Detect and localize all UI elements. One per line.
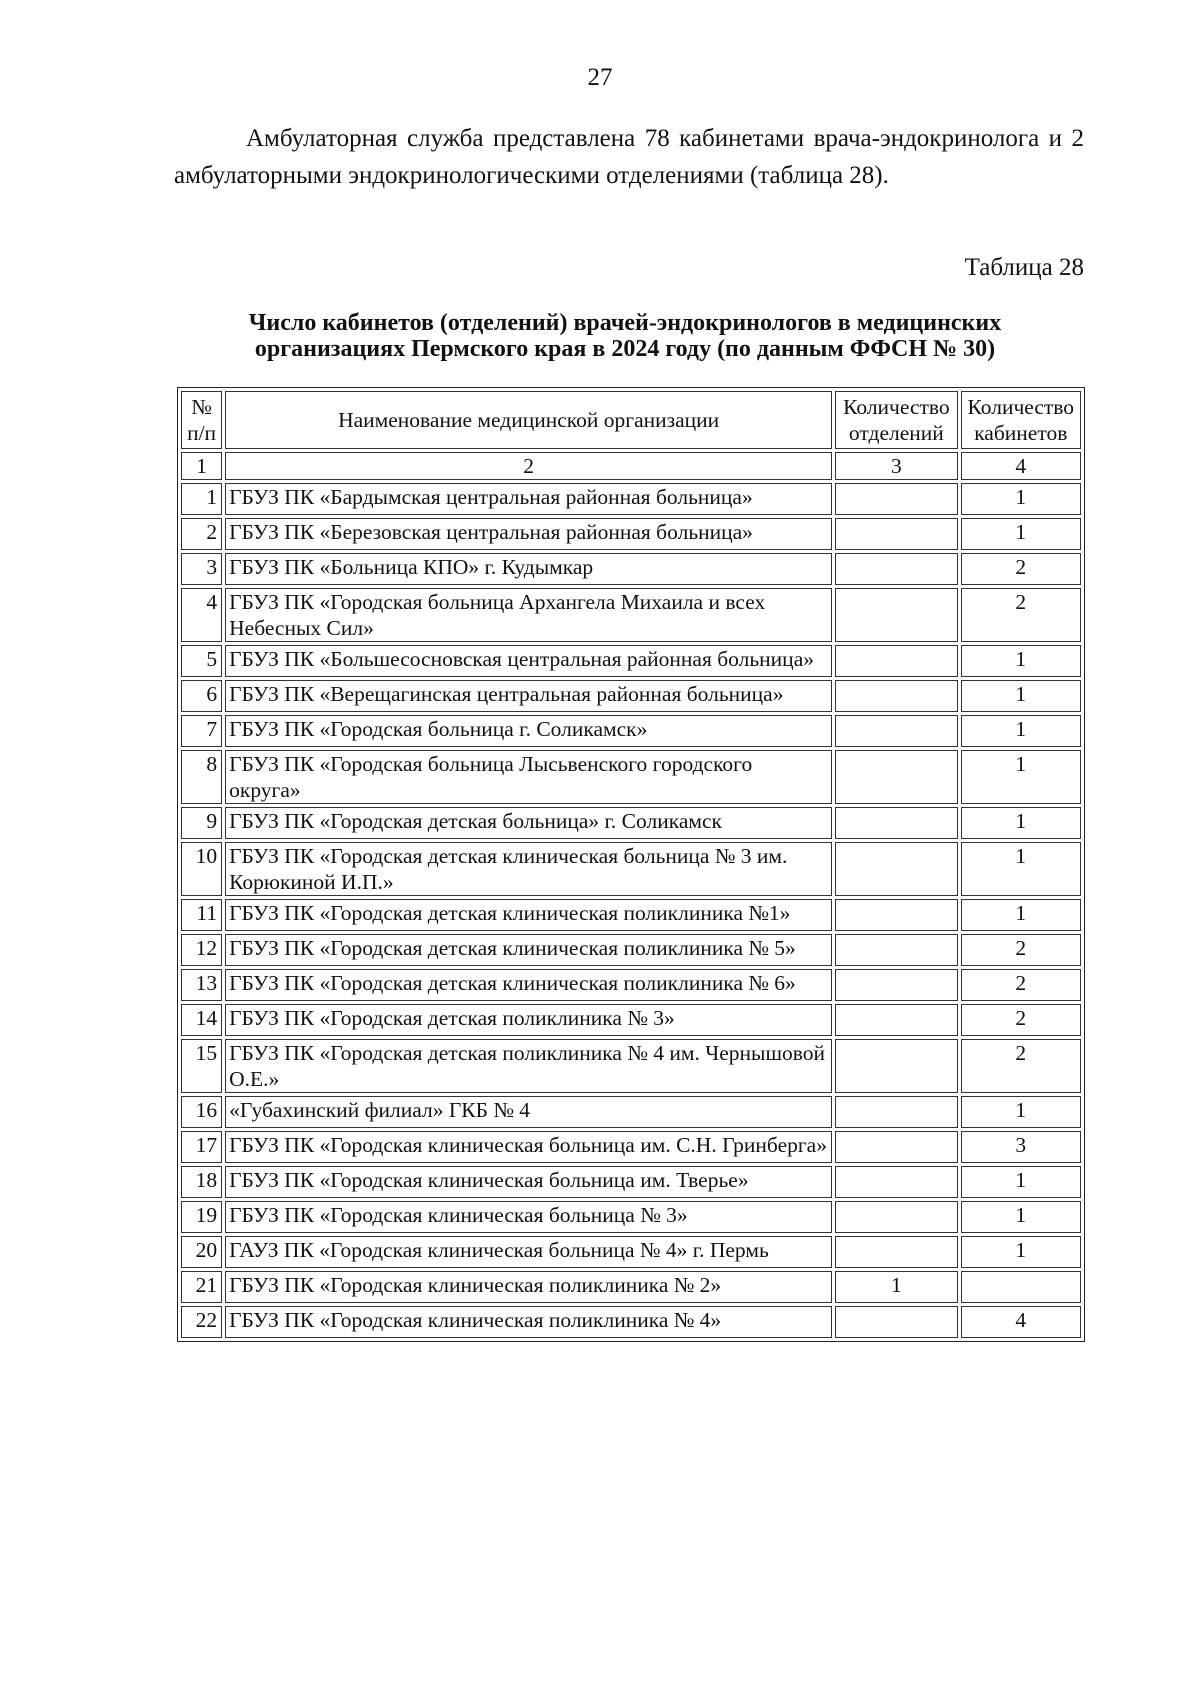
row-organization: ГБУЗ ПК «Верещагинская центральная районная больница» xyxy=(225,680,832,712)
table-row xyxy=(181,518,1081,550)
row-number: 16 xyxy=(181,1096,222,1128)
row-departments xyxy=(835,934,957,966)
row-number: 2 xyxy=(181,518,222,550)
row-organization: ГБУЗ ПК «Городская клиническая больница им. С.Н. Гринберга» xyxy=(225,1131,832,1163)
row-organization: ГБУЗ ПК «Березовская центральная районная больница» xyxy=(225,518,832,550)
row-cabinets: 2 xyxy=(961,1039,1081,1093)
row-cabinets: 2 xyxy=(961,934,1081,966)
table-row xyxy=(181,588,1081,642)
row-cabinets: 1 xyxy=(961,1201,1081,1233)
row-cabinets: 1 xyxy=(961,1166,1081,1198)
row-organization: ГБУЗ ПК «Городская клиническая больница № 3» xyxy=(225,1201,832,1233)
row-organization: ГБУЗ ПК «Городская клиническая поликлиника № 4» xyxy=(225,1306,832,1338)
row-departments xyxy=(835,842,957,896)
row-cabinets: 1 xyxy=(961,645,1081,677)
table-row xyxy=(181,680,1081,712)
row-cabinets: 1 xyxy=(961,1096,1081,1128)
row-departments xyxy=(835,1201,957,1233)
row-organization: ГБУЗ ПК «Городская детская поликлиника № 3» xyxy=(225,1004,832,1036)
row-number: 18 xyxy=(181,1166,222,1198)
row-cabinets: 2 xyxy=(961,553,1081,585)
row-cabinets: 1 xyxy=(961,715,1081,747)
row-departments: 1 xyxy=(835,1271,957,1303)
row-number: 3 xyxy=(181,553,222,585)
column-index: 4 xyxy=(961,452,1081,480)
table-header-row xyxy=(181,391,1081,449)
table-row xyxy=(181,1306,1081,1338)
row-organization: ГБУЗ ПК «Городская детская клиническая больница № 3 им. Корюкиной И.П.» xyxy=(225,842,832,896)
endocrinology-table xyxy=(177,387,1085,1342)
row-departments xyxy=(835,1306,957,1338)
row-cabinets: 1 xyxy=(961,1236,1081,1268)
row-number: 17 xyxy=(181,1131,222,1163)
row-departments xyxy=(835,483,957,515)
row-cabinets: 1 xyxy=(961,483,1081,515)
column-index-row xyxy=(181,452,1081,480)
row-cabinets: 1 xyxy=(961,842,1081,896)
table-caption: Таблица 28 xyxy=(964,254,1084,281)
row-number: 20 xyxy=(181,1236,222,1268)
row-organization: ГБУЗ ПК «Городская больница Архангела Михаила и всех Небесных Сил» xyxy=(225,588,832,642)
row-number: 19 xyxy=(181,1201,222,1233)
column-index: 3 xyxy=(835,452,957,480)
table-title-line: организациях Пермского края в 2024 году (по данным ФФСН № 30) xyxy=(254,336,996,362)
row-organization: ГБУЗ ПК «Большесосновская центральная районная больница» xyxy=(225,645,832,677)
table-row xyxy=(181,1096,1081,1128)
table-row xyxy=(181,483,1081,515)
row-organization: ГБУЗ ПК «Городская больница Лысьвенского городского округа» xyxy=(225,750,832,804)
row-departments xyxy=(835,588,957,642)
row-cabinets: 1 xyxy=(961,680,1081,712)
row-departments xyxy=(835,1096,957,1128)
header-cabinets: Количество кабинетов xyxy=(961,391,1081,449)
row-cabinets: 4 xyxy=(961,1306,1081,1338)
table-row xyxy=(181,1166,1081,1198)
row-cabinets: 1 xyxy=(961,899,1081,931)
row-organization: ГБУЗ ПК «Бардымская центральная районная больница» xyxy=(225,483,832,515)
row-cabinets xyxy=(961,1271,1081,1303)
intro-paragraph: Амбулаторная служба представлена 78 кабинетами врача-эндокринолога и 2 амбулаторными эндокринологическими отделениями (таблица 28). xyxy=(174,125,1084,189)
table-row xyxy=(181,553,1081,585)
row-departments xyxy=(835,1236,957,1268)
table-title-line: Число кабинетов (отделений) врачей-эндокринологов в медицинских xyxy=(248,310,1002,336)
row-departments xyxy=(835,1131,957,1163)
row-organization: ГАУЗ ПК «Городская клиническая больница № 4» г. Пермь xyxy=(225,1236,832,1268)
row-organization: ГБУЗ ПК «Городская детская клиническая поликлиника №1» xyxy=(225,899,832,931)
table-row xyxy=(181,969,1081,1001)
table-row xyxy=(181,934,1081,966)
row-number: 14 xyxy=(181,1004,222,1036)
row-number: 10 xyxy=(181,842,222,896)
table-row xyxy=(181,1201,1081,1233)
table-row xyxy=(181,645,1081,677)
row-cabinets: 1 xyxy=(961,807,1081,839)
column-index: 1 xyxy=(181,452,222,480)
table-row xyxy=(181,1236,1081,1268)
row-number: 13 xyxy=(181,969,222,1001)
page-number: 27 xyxy=(587,64,613,91)
row-number: 7 xyxy=(181,715,222,747)
row-departments xyxy=(835,645,957,677)
row-number: 4 xyxy=(181,588,222,642)
table-row xyxy=(181,1039,1081,1093)
row-number: 5 xyxy=(181,645,222,677)
table-row xyxy=(181,715,1081,747)
row-number: 9 xyxy=(181,807,222,839)
table-row xyxy=(181,1004,1081,1036)
row-number: 8 xyxy=(181,750,222,804)
header-org: Наименование медицинской организации xyxy=(225,391,832,449)
row-departments xyxy=(835,715,957,747)
row-number: 15 xyxy=(181,1039,222,1093)
row-number: 22 xyxy=(181,1306,222,1338)
row-organization: ГБУЗ ПК «Больница КПО» г. Кудымкар xyxy=(225,553,832,585)
row-cabinets: 2 xyxy=(961,1004,1081,1036)
row-departments xyxy=(835,899,957,931)
row-organization: ГБУЗ ПК «Городская детская больница» г. Соликамск xyxy=(225,807,832,839)
table-row xyxy=(181,899,1081,931)
table-title xyxy=(150,310,1100,362)
row-departments xyxy=(835,518,957,550)
row-number: 21 xyxy=(181,1271,222,1303)
row-departments xyxy=(835,750,957,804)
row-number: 12 xyxy=(181,934,222,966)
row-departments xyxy=(835,807,957,839)
row-organization: ГБУЗ ПК «Городская клиническая поликлиника № 2» xyxy=(225,1271,832,1303)
row-cabinets: 2 xyxy=(961,588,1081,642)
row-departments xyxy=(835,969,957,1001)
column-index: 2 xyxy=(225,452,832,480)
table-row xyxy=(181,842,1081,896)
row-departments xyxy=(835,1039,957,1093)
row-departments xyxy=(835,553,957,585)
row-organization: ГБУЗ ПК «Городская детская поликлиника № 4 им. Чернышовой О.Е.» xyxy=(225,1039,832,1093)
table-row xyxy=(181,807,1081,839)
header-departments: Количество отделений xyxy=(835,391,957,449)
row-number: 11 xyxy=(181,899,222,931)
row-organization: ГБУЗ ПК «Городская клиническая больница им. Тверье» xyxy=(225,1166,832,1198)
row-organization: ГБУЗ ПК «Городская детская клиническая поликлиника № 5» xyxy=(225,934,832,966)
row-organization: ГБУЗ ПК «Городская детская клиническая поликлиника № 6» xyxy=(225,969,832,1001)
row-cabinets: 3 xyxy=(961,1131,1081,1163)
table-row xyxy=(181,1271,1081,1303)
table-row xyxy=(181,1131,1081,1163)
row-cabinets: 1 xyxy=(961,750,1081,804)
row-departments xyxy=(835,1004,957,1036)
header-num: № п/п xyxy=(181,391,222,449)
row-departments xyxy=(835,680,957,712)
row-cabinets: 2 xyxy=(961,969,1081,1001)
table-row xyxy=(181,750,1081,804)
row-departments xyxy=(835,1166,957,1198)
row-organization: ГБУЗ ПК «Городская больница г. Соликамск» xyxy=(225,715,832,747)
row-organization: «Губахинский филиал» ГКБ № 4 xyxy=(225,1096,832,1128)
row-number: 6 xyxy=(181,680,222,712)
row-cabinets: 1 xyxy=(961,518,1081,550)
row-number: 1 xyxy=(181,483,222,515)
